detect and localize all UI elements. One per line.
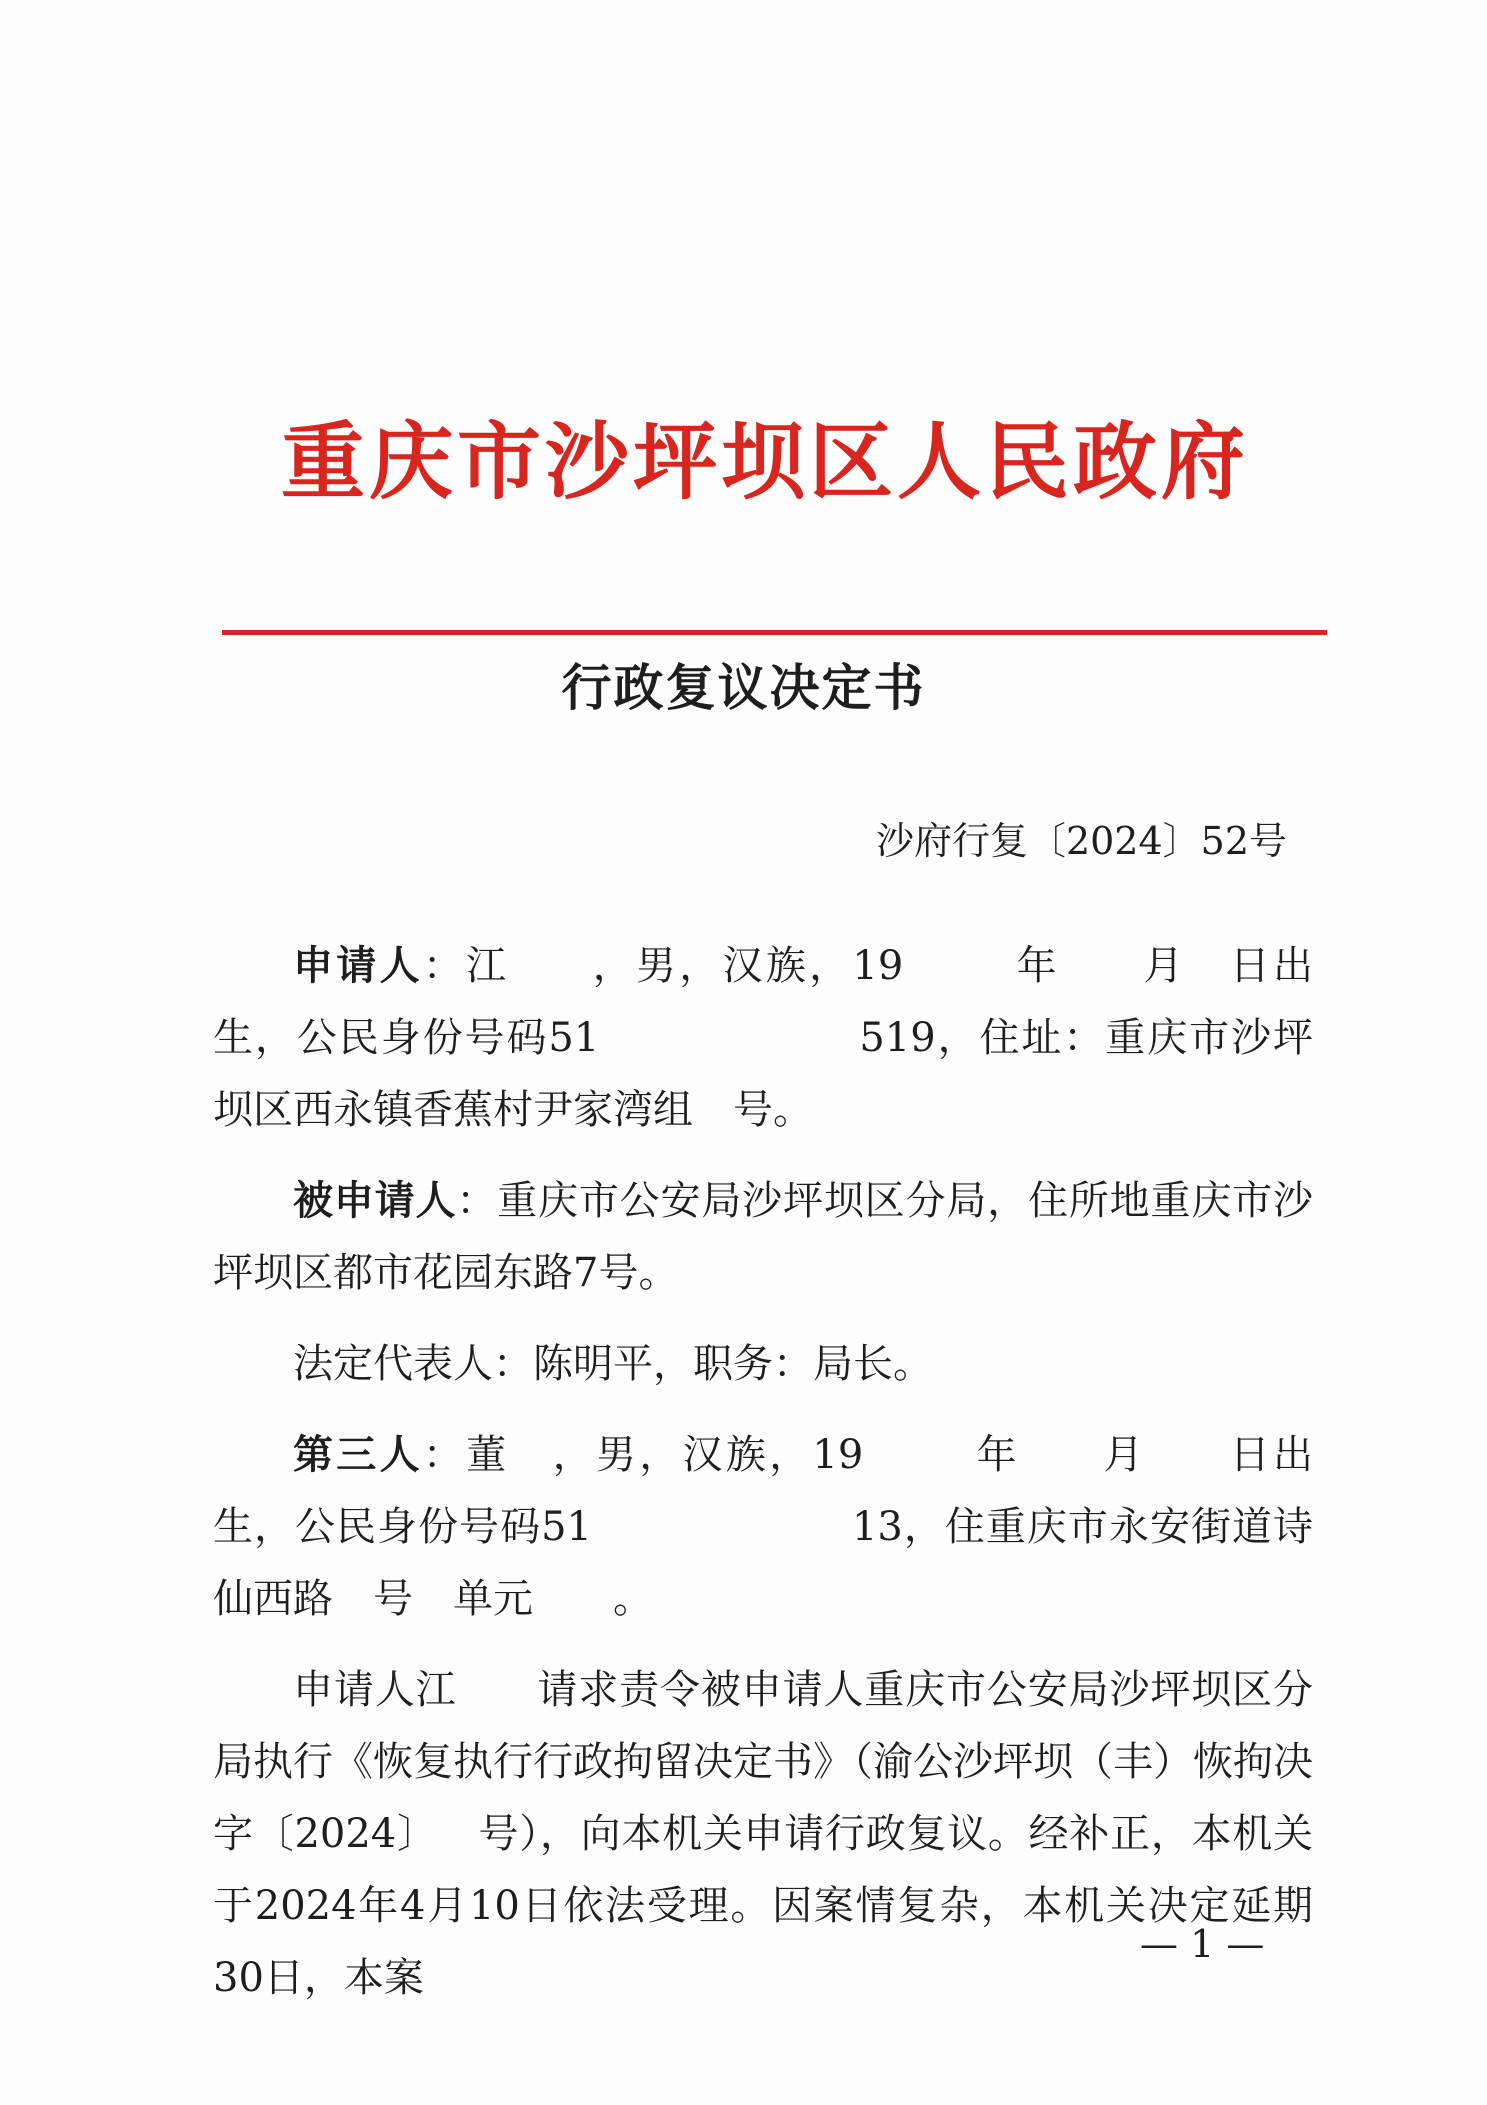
redaction bbox=[863, 1441, 973, 1475]
redaction bbox=[592, 1513, 852, 1547]
third-party-address: 13，住重庆市永安街道诗仙西路 bbox=[213, 1504, 1313, 1622]
third-party-month: 月 bbox=[1099, 1432, 1147, 1478]
respondent-label: 被申请人 bbox=[293, 1177, 457, 1224]
respondent-paragraph bbox=[213, 1165, 1313, 1309]
third-party-unit: 单元 bbox=[453, 1576, 533, 1622]
applicant-year: 年 bbox=[1013, 943, 1060, 989]
third-party-paragraph bbox=[213, 1419, 1313, 1635]
redaction bbox=[438, 1820, 478, 1854]
legal-representative-paragraph: 法定代表人：陈明平，职务：局长。 bbox=[293, 1341, 933, 1387]
third-party-year: 年 bbox=[973, 1432, 1020, 1478]
redaction bbox=[456, 1676, 536, 1710]
third-party-id-prefix: 日出生，公民身份号码51 bbox=[213, 1432, 1314, 1550]
document-number: 沙府行复〔2024〕52号 bbox=[875, 819, 1287, 863]
issuing-authority-header: 重庆市沙坪坝区人民政府 bbox=[280, 412, 1249, 511]
page-number: — 1 — bbox=[1140, 1922, 1265, 1966]
redaction bbox=[599, 1024, 859, 1058]
redaction bbox=[1060, 952, 1140, 986]
document-body bbox=[213, 930, 1313, 2033]
redaction bbox=[1186, 952, 1226, 986]
applicant-month: 月 bbox=[1139, 943, 1187, 989]
applicant-paragraph bbox=[213, 930, 1313, 1146]
third-party-address-no: 号 bbox=[373, 1576, 413, 1622]
redaction bbox=[509, 1441, 549, 1475]
redaction bbox=[509, 952, 589, 986]
redaction bbox=[693, 1096, 733, 1130]
third-party-info: ，男，汉族，19 bbox=[549, 1432, 864, 1478]
redaction bbox=[903, 952, 1013, 986]
request-applicant: 申请人江 bbox=[293, 1667, 457, 1713]
applicant-address-end: 号。 bbox=[733, 1087, 813, 1133]
redaction bbox=[413, 1585, 453, 1619]
redaction bbox=[333, 1585, 373, 1619]
redaction bbox=[1020, 1441, 1100, 1475]
applicant-label: 申请人 bbox=[293, 942, 423, 989]
request-body-cont: 号），向本机关申请行政复议。经补正，本机关于2024年4月10日依法受理。因案情复杂，本机关决定延期30日，本案 bbox=[213, 1811, 1314, 2001]
redaction bbox=[533, 1585, 613, 1619]
third-party-label: 第三人 bbox=[293, 1431, 423, 1478]
applicant-id-prefix: 日出生，公民身份号码51 bbox=[213, 943, 1314, 1061]
third-party-end: 。 bbox=[613, 1576, 653, 1622]
applicant-address: 519，住址：重庆市沙坪坝区西永镇香蕉村尹家湾组 bbox=[213, 1015, 1313, 1133]
document-title: 行政复议决定书 bbox=[561, 658, 926, 717]
applicant-info: ，男，汉族，19 bbox=[589, 943, 904, 989]
respondent-info: ：重庆市公安局沙坪坝区分局，住所地重庆市沙坪坝区都市花园东路7号。 bbox=[213, 1178, 1314, 1296]
third-party-name: ：董 bbox=[422, 1432, 510, 1478]
redaction bbox=[1146, 1441, 1226, 1475]
red-divider-line bbox=[222, 630, 1327, 635]
request-body: 请求责令被申请人重庆市公安局沙坪坝区分局执行《恢复执行行政拘留决定书》（渝公沙坪坝（丰）恢拘决字〔2024〕 bbox=[213, 1667, 1314, 1857]
applicant-name: ：江 bbox=[422, 943, 510, 989]
